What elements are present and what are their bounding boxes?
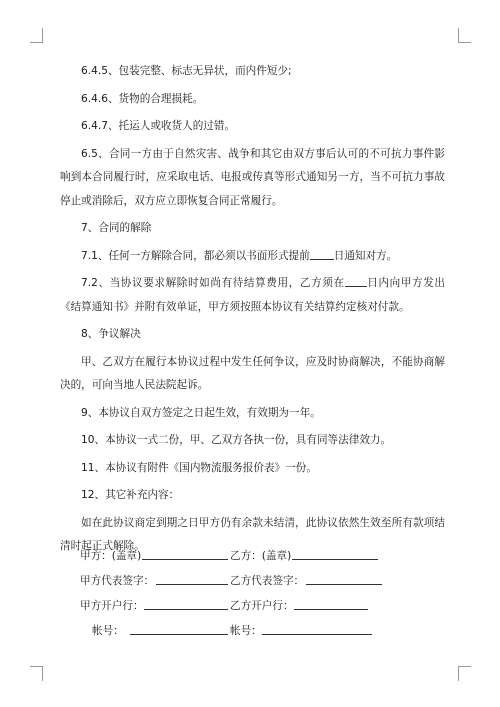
clause-12: 12、其它补充内容： [81, 489, 180, 501]
party-b-seal-label: 乙方：(盖章) [230, 550, 292, 562]
crop-mark-top-left [30, 28, 43, 43]
party-a-seal-label: 甲方：(盖章) [80, 550, 142, 562]
party-a-account-field[interactable] [130, 623, 228, 635]
crop-mark-bottom-right [458, 666, 471, 681]
signature-row-account [60, 623, 460, 643]
clause-7-2-text-a: 7.2、当协议要求解除时如尚有待结算费用，乙方须在 [81, 277, 345, 289]
party-a-bank-label: 甲方开户行： [80, 600, 144, 612]
crop-mark-bottom-left [30, 666, 43, 681]
clause-7-2 [60, 272, 445, 319]
clause-11: 11、本协议有附件《国内物流服务报价表》一份。 [81, 461, 317, 474]
party-a-seal-field[interactable] [142, 548, 228, 560]
clause-7-1 [60, 245, 445, 269]
clause-6-4-6: 6.4.6、货物的合理损耗。 [81, 92, 204, 105]
section-7-heading: 7、合同的解除 [81, 222, 152, 234]
party-a-bank-field[interactable] [144, 598, 228, 610]
document-body [60, 60, 445, 563]
signature-row-bank [60, 598, 460, 618]
clause-7-1-text-a: 7.1、任何一方解除合同，都必须以书面形式提前 [81, 249, 310, 262]
party-b-rep-field[interactable] [306, 573, 382, 585]
party-b-seal-field[interactable] [292, 548, 378, 560]
party-a-rep-label: 甲方代表签字： [80, 575, 155, 587]
signature-row-seal [60, 548, 460, 568]
party-b-account-label: 帐号： [230, 625, 262, 637]
supplement-text: 如在此协议商定到期之日甲方仍有余款未结清，此协议依然生效至所有款项结清时起正式解除。 [60, 516, 445, 552]
clause-7-2-text-b: 日内向甲方发出《结算通知书》并附有效单证，甲方须按照本协议有关结算约定核对付款。 [60, 277, 445, 313]
settlement-days-blank[interactable] [345, 275, 367, 287]
party-a-account-label: 帐号： [92, 625, 124, 637]
party-b-bank-label: 乙方开户行： [230, 600, 294, 612]
clause-6-5: 6.5、合同一方由于自然灾害、战争和其它由双方事后认可的不可抗力事件影响到本合同履行时，应采取电话、电报或传真等形式通知另一方，当不可抗力事故停止或消除后，双方应立即恢复合同正常履行。 [60, 147, 445, 207]
clause-9: 9、本协议自双方签定之日起生效，有效期为一年。 [81, 406, 321, 419]
party-b-bank-field[interactable] [294, 598, 368, 610]
party-b-account-field[interactable] [262, 623, 372, 635]
clause-6-4-5: 6.4.5、包装完整、标志无异状，而内件短少; [81, 65, 292, 77]
clause-10: 10、本协议一式二份，甲、乙双方各执一份，具有同等法律效力。 [81, 434, 392, 446]
dispute-clause: 甲、乙双方在履行本协议过程中发生任何争议，应及时协商解决，不能协商解决的，可向当地人民法院起诉。 [60, 355, 445, 391]
crop-mark-top-right [458, 28, 471, 43]
clause-6-4-7: 6.4.7、托运人或收货人的过错。 [81, 120, 236, 132]
party-a-rep-field[interactable] [156, 573, 228, 585]
signature-row-representative [60, 573, 460, 593]
party-b-rep-label: 乙方代表签字： [230, 575, 305, 587]
notice-days-blank[interactable] [310, 248, 334, 260]
clause-7-1-text-b: 日通知对方。 [333, 249, 398, 262]
section-8-heading: 8、争议解决 [81, 328, 141, 340]
